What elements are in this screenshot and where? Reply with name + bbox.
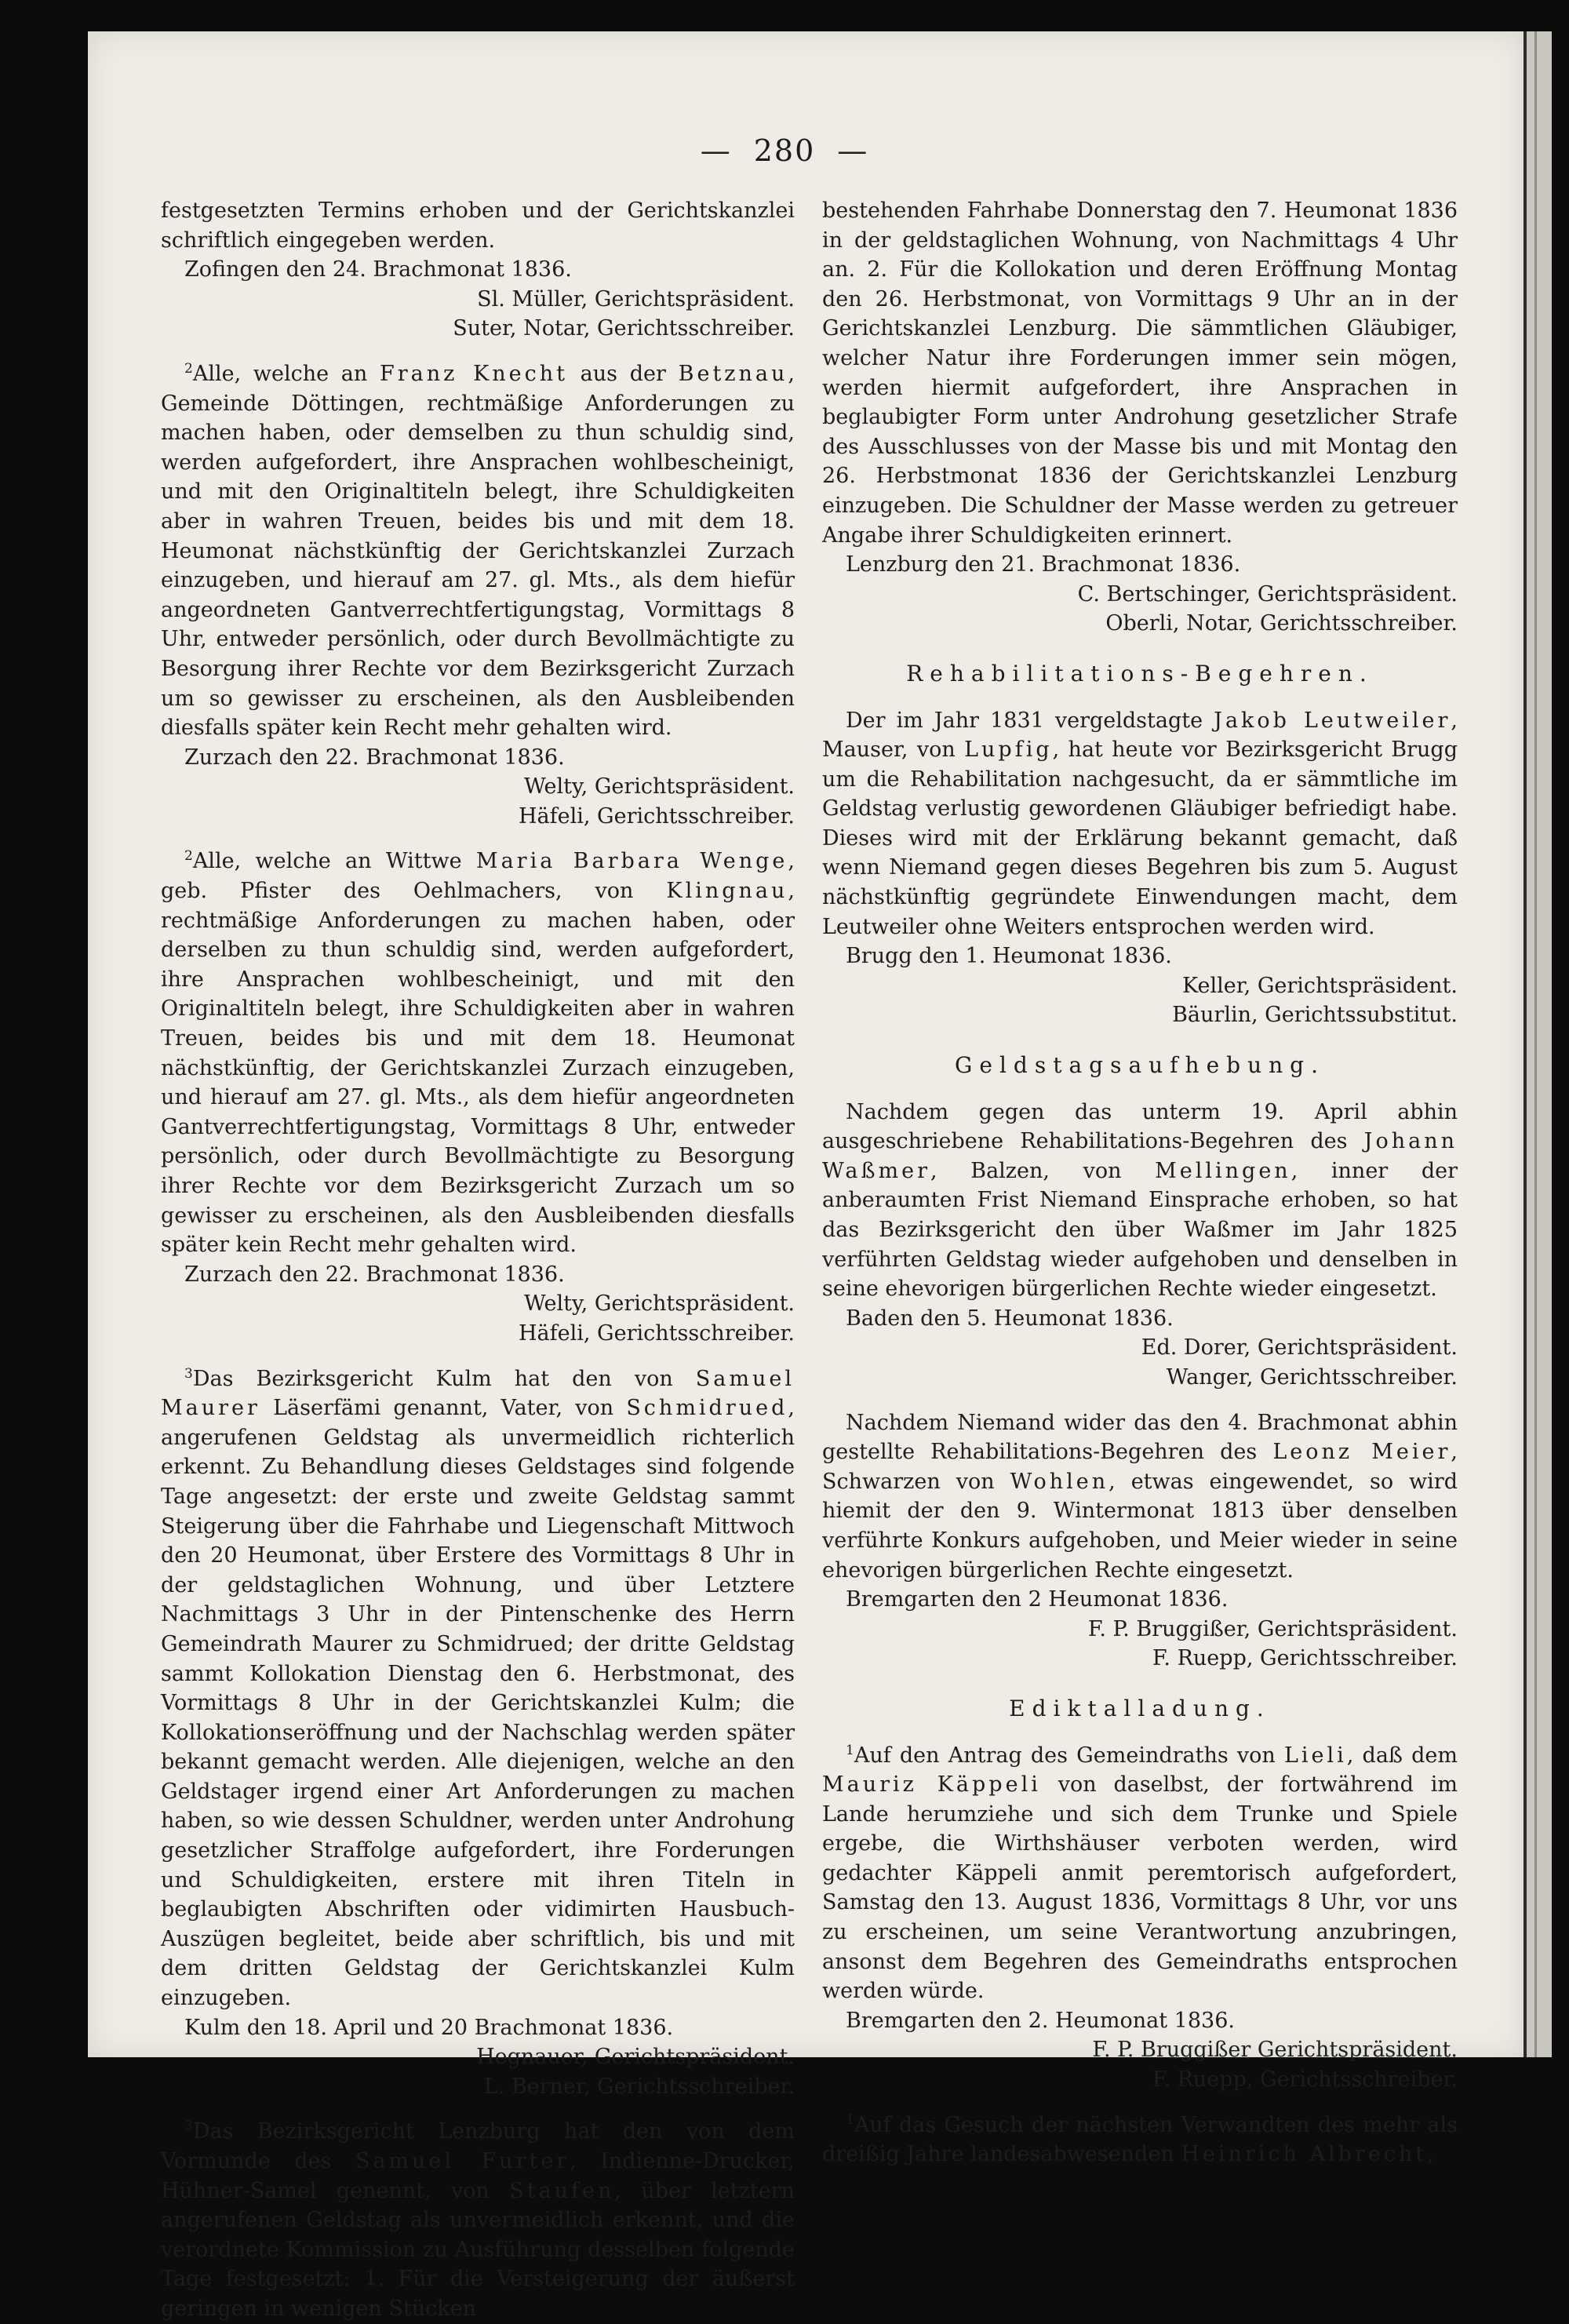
notice-furter-continued: bestehenden Fahrhabe Donnerstag den 7. Heumonat 1836 in der geldstaglichen Wohnung, von Nachmittags 4 Uhr an. 2. Für die Kollokation und deren Eröffnung Montag den 26. Herbstmonat, von Vormittags 9 Uhr an in der Gerichtskanzlei Lenzburg. Die sämmtlichen Gläubiger, welcher Natur ihre Forderungen immer sein mögen, werden hiermit aufgefordert, ihre Ansprachen in beglaubigter Form unter Androhung gesetzlicher Strafe des Ausschlusses von der Masse bis und mit Montag den 26. Herbstmonat 1836 der Gerichtskanzlei Lenzburg einzugeben. Die Schuldner der Masse werden zu getreuer Angabe ihrer Schuldigkeiten erinnert. [822,199,1458,548]
next-page-edge [1523,31,1552,2057]
signature-clerk: Häfeli, Gerichtsschreiber. [518,1320,795,1346]
right-column [822,196,1458,2169]
notice-maurer: $^3$Das Bezirksgericht Kulm hat den von Samuel Maurer Läserfämi genannt, Vater, von Schmidrued, angerufenen Geldstag als unvermeidlich richterlich erkennt. Zu Behandlung dieses Geldstages sind folgende Tage angesetzt: der erste und zweite Geldstag sammt Steigerung über die Fahrhabe und Liegenschaft Mittwoch den 20 Heumonat, über Erstere des Vormittags 8 Uhr in der geldstaglichen Wohnung, und über Letztere Nachmittags 3 Uhr in der Pintenschenke des Herrn Gemeindrath Maurer zu Schmidrued; der dritte Geldstag sammt Kollokation Dienstag den 6. Herbstmonat, des Vormittags 8 Uhr in der Gerichtskanzlei Kulm; die Kollokationseröffnung und der Nachschlag werden später bekannt gemacht werden. Alle diejenigen, welche an den Geldstager irgend einer Art Anforderungen zu machen haben, so wie dessen Schuldner, werden unter Androhung gesetzlicher Straffolge aufgefordert, ihre Forderungen und Schuldigkeiten, erstere mit ihren Titeln in beglaubigten Abschriften oder vidimirten Hausbuch-Auszügen begleitet, beide aber schriftlich, bis und mit dem dritten Geldstag der Gerichtskanzlei Kulm einzugeben. [161,1365,795,2011]
section-heading-rehabilitation: Rehabilitations-Begehren. [906,660,1374,687]
notice-date: Bremgarten den 2. Heumonat 1836. [846,2008,1235,2033]
notice-albrecht: $^1$Auf das Gesuch der nächsten Verwandten des mehr als dreißig Jahre landesabwesenden Heinrich Albrecht, [822,2111,1458,2167]
notice-date: Kulm den 18. April und 20 Brachmonat 1836. [184,2015,674,2040]
signature-president: Welty, Gerichtspräsident. [523,774,795,800]
notice-wassmer: Nachdem gegen das unterm 19. April abhin ausgeschriebene Rehabilitations-Begehren des Johann Waßmer, Balzen, von Mellingen, inner der anberaumten Frist Niemand Einsprache erhoben, so hat das Bezirksgericht den über Waßmer im Jahr 1825 verführten Geldstag wieder aufgehoben und denselben in seine ehevorigen bürgerlichen Rechte wieder eingesetzt. [822,1099,1458,1302]
notice-date: Zurzach den 22. Brachmonat 1836. [184,745,565,770]
signature-clerk: F. Ruepp, Gerichtsschreiber. [1152,1646,1458,1671]
page-number: — 280 — [700,133,869,168]
signature-clerk: L. Berner, Gerichtsschreiber. [483,2074,795,2099]
signature-president: Hegnauer, Gerichtspräsident. [476,2045,795,2070]
signature-clerk: F. Ruepp, Gerichtsschreiber. [1152,2067,1458,2093]
signature-clerk: Suter, Notar, Gerichtsschreiber. [453,316,795,341]
signature-clerk: Bäurlin, Gerichtssubstitut. [1172,1003,1458,1028]
notice-zofingen-end: festgesetzten Termins erhoben und der Gerichtskanzlei schriftlich eingegeben werden. [161,199,795,253]
notice-furter: $^3$Das Bezirksgericht Lenzburg hat den von dem Vormunde des Samuel Furter, Indienne-Drucker, Hühner-Samel genennt, von Staufen, über letztern angerufenen Geldstag als unvermeidlich erkennt, und die verordnete Kommission zu Ausführung desselben folgende Tage festgesetzt: 1. Für die Versteigerung der äußerst geringen in wenigen Stücken [161,2118,795,2321]
notice-date: Brugg den 1. Heumonat 1836. [846,944,1172,969]
section-heading-geldstagsaufhebung: Geldstagsaufhebung. [955,1052,1325,1079]
signature-president: Sl. Müller, Gerichtspräsident. [477,286,795,311]
signature-president: C. Bertschinger, Gerichtspräsident. [1077,581,1458,606]
notice-knecht: $^2$Alle, welche an Franz Knecht aus der Betznau, Gemeinde Döttingen, rechtmäßige Anforderungen zu machen haben, oder demselben zu thun schuldig sind, werden aufgefordert, ihre Ansprachen wohlbescheinigt, und mit den Originaltiteln belegt, ihre Schuldigkeiten aber in wahren Treuen, beides bis und mit dem 18. Heumonat nächstkünftig der Gerichtskanzlei Zurzach einzugeben, und hierauf am 27. gl. Mts., als dem hiefür angeordneten Gantverrechtfertigungstag, Vormittags 8 Uhr, entweder persönlich, oder durch Bevollmächtigte zu Besorgung ihrer Rechte vor dem Bezirksgericht Zurzach um so gewisser zu erscheinen, als den Ausbleibenden diesfalls später kein Recht mehr gehalten wird. [161,360,795,741]
signature-president: Keller, Gerichtspräsident. [1182,973,1458,998]
signature-president: Welty, Gerichtspräsident. [523,1291,795,1317]
signature-president: F. P. Bruggißer, Gerichtspräsident. [1087,1616,1458,1641]
notice-kaeppeli: $^1$Auf den Antrag des Gemeindraths von Lieli, daß dem Mauriz Käppeli von daselbst, der fortwährend im Lande herumziehe und sich dem Trunke und Spiele ergebe, die Wirthshäuser verboten werden, wird gedachter Käppeli anmit peremtorisch aufgefordert, Samstag den 13. August 1836, Vormittags 8 Uhr, vor uns zu erscheinen, um seine Verantwortung anzubringen, ansonst dem Begehren des Gemeindraths entsprochen werden würde. [822,1742,1458,2004]
signature-clerk: Oberli, Notar, Gerichtsschreiber. [1105,611,1458,636]
notice-date: Bremgarten den 2 Heumonat 1836. [846,1587,1229,1612]
notice-date: Zurzach den 22. Brachmonat 1836. [184,1262,565,1287]
notice-date: Lenzburg den 21. Brachmonat 1836. [846,552,1241,577]
notice-wenge: $^2$Alle, welche an Wittwe Maria Barbara Wenge, geb. Pfister des Oehlmachers, von Klingnau, rechtmäßige Anforderungen zu machen haben, oder derselben zu thun schuldig sind, werden aufgefordert, ihre Ansprachen wohlbescheinigt, und mit den Originaltiteln belegt, ihre Schuldigkeiten aber in wahren Treuen, beides bis und mit dem 18. Heumonat nächstkünftig, der Gerichtskanzlei Zurzach einzugeben, und hierauf am 27. gl. Mts., als dem hiefür angeordneten Gantverrechtfertigungstag, Vormittags 8 Uhr, entweder persönlich, oder durch Bevollmächtigte zu Besorgung ihrer Rechte vor dem Bezirksgericht Zurzach um so gewisser zu erscheinen, als den Ausbleibenden diesfalls später kein Recht mehr gehalten wird. [161,848,795,1258]
notice-date: Zofingen den 24. Brachmonat 1836. [184,257,572,282]
signature-president: Ed. Dorer, Gerichtspräsident. [1141,1335,1458,1361]
notice-leutweiler: Der im Jahr 1831 vergeldstagte Jakob Leutweiler, Mauser, von Lupfig, hat heute vor Bezirksgericht Brugg um die Rehabilitation nachgesucht, da er sämmtliche im Geldstag verlustig gewordenen Gläubiger befriedigt habe. Dieses wird mit der Erklärung bekannt gemacht, daß wenn Niemand gegen dieses Begehren bis zum 5. August nächstkünftig gegründete Einwendungen macht, dem Leutweiler ohne Weiters entsprochen werden wird. [822,708,1458,939]
notice-date: Baden den 5. Heumonat 1836. [846,1306,1174,1331]
signature-clerk: Wanger, Gerichtsschreiber. [1166,1364,1458,1390]
notice-meier: Nachdem Niemand wider das den 4. Brachmonat abhin gestellte Rehabilitations-Begehren des Leonz Meier, Schwarzen von Wohlen, etwas eingewendet, so wird hiemit der den 9. Wintermonat 1813 über denselben verführte Konkurs aufgehoben, und Meier wieder in seine ehevorigen bürgerlichen Rechte eingesetzt. [822,1410,1458,1583]
signature-clerk: Häfeli, Gerichtsschreiber. [518,803,795,829]
left-column [161,196,795,2324]
signature-president: F. P. Bruggißer Gerichtspräsident. [1092,2038,1458,2063]
section-heading-ediktalladung: Ediktalladung. [1009,1695,1271,1721]
